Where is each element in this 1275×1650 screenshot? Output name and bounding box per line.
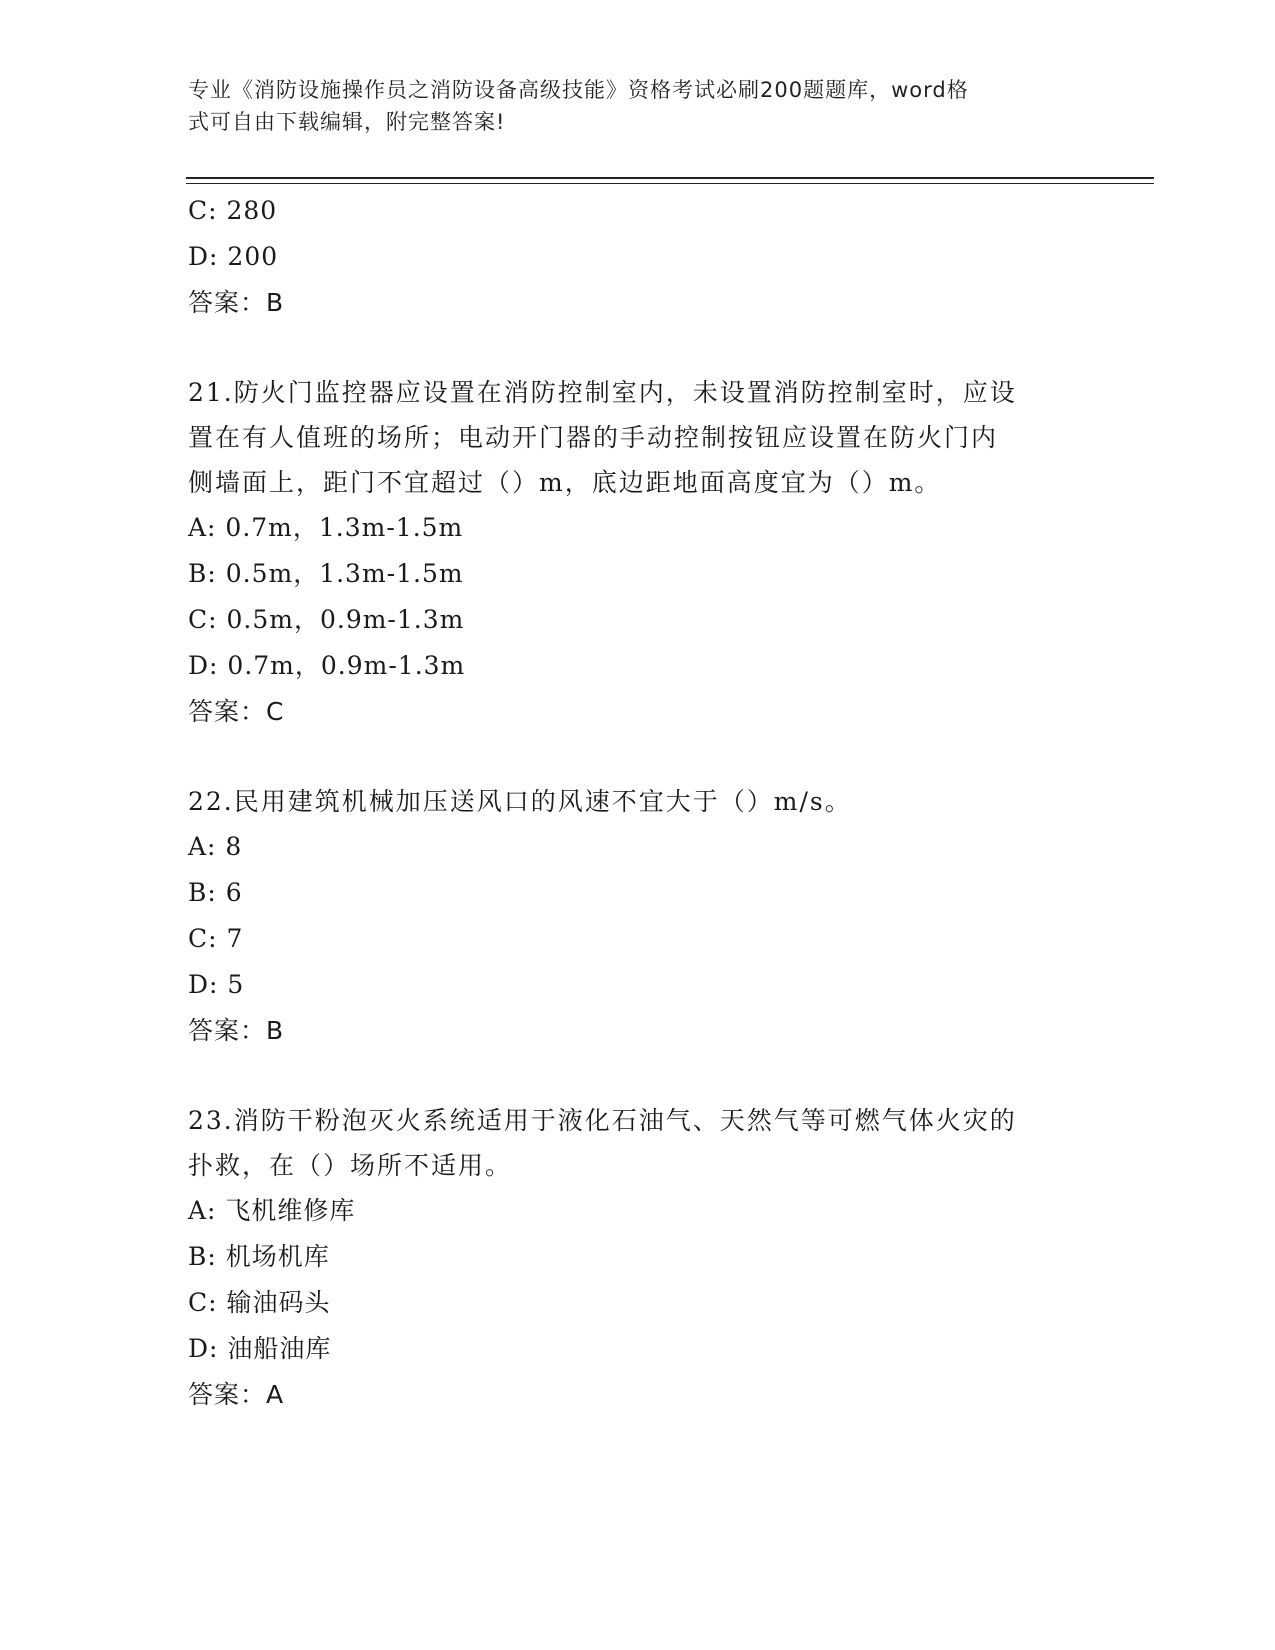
answer-line: 答案：B — [188, 1016, 285, 1045]
option-c: C: 输油码头 — [188, 1288, 331, 1317]
question-text — [188, 1098, 1088, 1188]
question-20-continuation — [188, 188, 1088, 326]
question-text — [188, 370, 1088, 505]
answer-line: 答案：A — [188, 1380, 285, 1409]
question-text-line: 置在有人值班的场所；电动开门器的手动控制按钮应设置在防火门内 — [188, 423, 999, 452]
option-b: B: 6 — [188, 878, 243, 907]
document-content — [188, 188, 1088, 1418]
option-c: C: 280 — [188, 196, 278, 225]
question-21 — [188, 370, 1088, 735]
option-a: A: 0.7m，1.3m-1.5m — [188, 513, 464, 542]
question-text — [188, 779, 1088, 824]
answer-line: 答案：B — [188, 288, 285, 317]
option-b: B: 机场机库 — [188, 1242, 330, 1271]
question-22 — [188, 779, 1088, 1054]
header-line-1: 专业《消防设施操作员之消防设备高级技能》资格考试必刷200题题库，word格 — [188, 78, 969, 102]
question-text-line: 21.防火门监控器应设置在消防控制室内，未设置消防控制室时，应设 — [188, 378, 1017, 407]
header-line-2: 式可自由下载编辑，附完整答案! — [188, 110, 506, 134]
option-a: A: 飞机维修库 — [188, 1196, 356, 1225]
question-text-line: 22.民用建筑机械加压送风口的风速不宜大于（）m/s。 — [188, 787, 852, 816]
option-c: C: 7 — [188, 924, 244, 953]
option-b: B: 0.5m，1.3m-1.5m — [188, 559, 464, 588]
question-text-line: 扑救，在（）场所不适用。 — [188, 1151, 513, 1180]
question-text-line: 23.消防干粉泡灭火系统适用于液化石油气、天然气等可燃气体火灾的 — [188, 1106, 1017, 1135]
option-a: A: 8 — [188, 832, 243, 861]
option-d: D: 200 — [188, 242, 279, 271]
option-d: D: 0.7m，0.9m-1.3m — [188, 651, 466, 680]
header-rule-thin — [186, 183, 1154, 184]
option-c: C: 0.5m，0.9m-1.3m — [188, 605, 465, 634]
question-23 — [188, 1098, 1088, 1418]
option-d: D: 5 — [188, 970, 245, 999]
header-rule-thick — [186, 177, 1154, 179]
document-header — [188, 74, 1068, 138]
option-d: D: 油船油库 — [188, 1334, 332, 1363]
answer-line: 答案：C — [188, 697, 285, 726]
question-text-line: 侧墙面上，距门不宜超过（）m，底边距地面高度宜为（）m。 — [188, 468, 942, 497]
